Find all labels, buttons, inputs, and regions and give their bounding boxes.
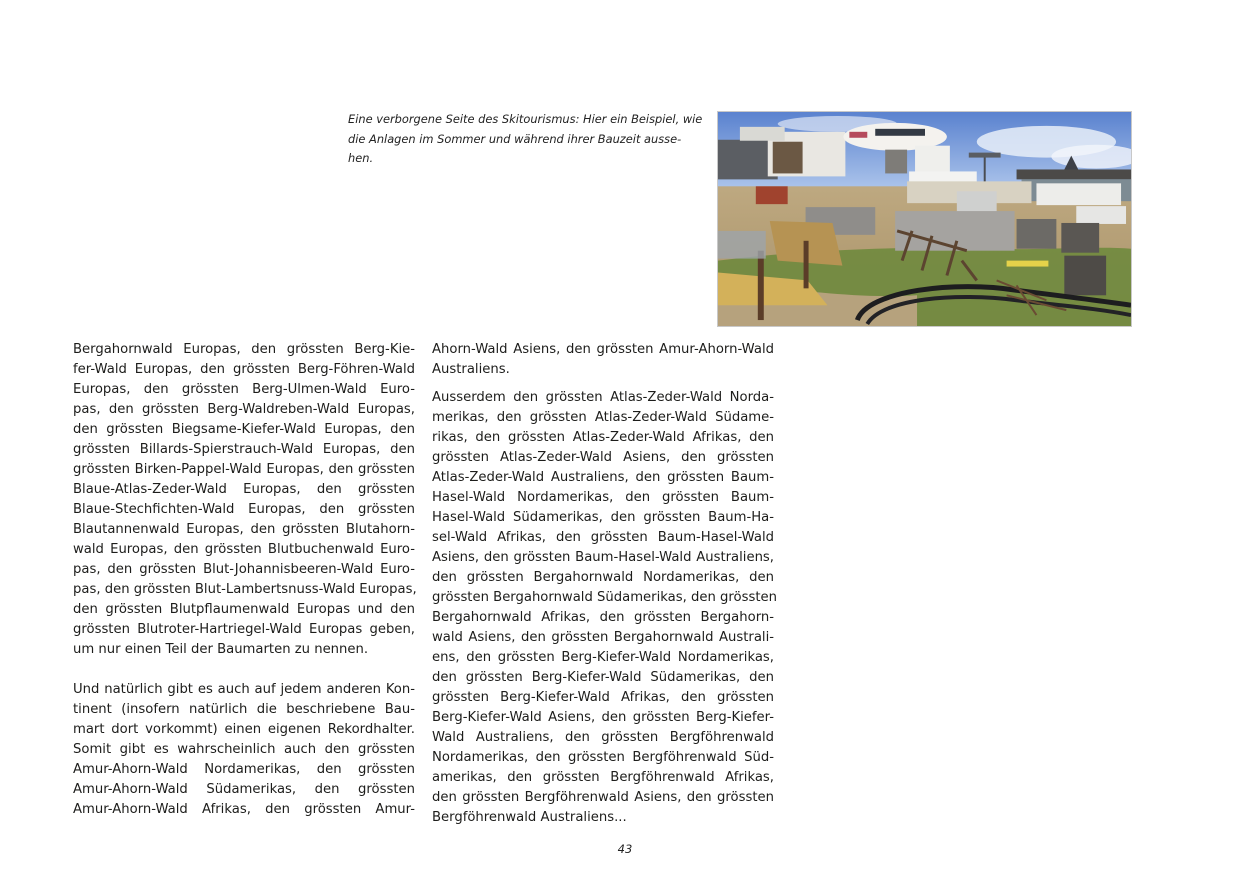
text-line: grössten Berg-Kiefer-Wald Afrikas, den grössten bbox=[432, 690, 774, 705]
text-line: Blautannenwald Europas, den grössten Blutahorn- bbox=[73, 522, 415, 537]
text-line: Und natürlich gibt es auch auf jedem anderen Kon- bbox=[73, 682, 415, 697]
text-line: grössten Blutroter-Hartriegel-Wald Europas geben, bbox=[73, 622, 415, 637]
text-column-left bbox=[73, 340, 415, 820]
photo-caption bbox=[348, 110, 703, 169]
text-line: rikas, den grössten Atlas-Zeder-Wald Afrikas, den bbox=[432, 430, 774, 445]
pallet-stack bbox=[1017, 219, 1057, 249]
lift-cabin bbox=[915, 146, 950, 174]
lift-pylon-head bbox=[969, 153, 1001, 158]
wood-post bbox=[758, 251, 764, 320]
text-line: wald Asiens, den grössten Bergahornwald Australi- bbox=[432, 630, 774, 645]
page-number: 43 bbox=[617, 842, 633, 856]
text-line: ens, den grössten Berg-Kiefer-Wald Nordamerikas, bbox=[432, 650, 774, 665]
construction-site-photo bbox=[717, 111, 1132, 327]
text-line: grössten Bergahornwald Südamerikas, den grössten bbox=[432, 590, 777, 605]
paragraph-gap bbox=[73, 660, 415, 680]
pallet-stack bbox=[1061, 223, 1099, 253]
text-line: grössten Billards-Spierstrauch-Wald Europas, den bbox=[73, 442, 415, 457]
debris bbox=[718, 231, 766, 259]
text-line: Bergföhrenwald Australiens... bbox=[432, 810, 627, 825]
building-door bbox=[773, 142, 803, 174]
lift-station-windows bbox=[875, 129, 925, 136]
text-line: Somit gibt es wahrscheinlich auch den grössten bbox=[73, 742, 415, 757]
text-line: um nur einen Teil der Baumarten zu nennen. bbox=[73, 642, 369, 657]
text-line: den grössten Biegsame-Kiefer-Wald Europas, den bbox=[73, 422, 415, 437]
text-line: wald Europas, den grössten Blutbuchenwald Euro- bbox=[73, 542, 415, 557]
truck bbox=[1076, 206, 1126, 224]
text-line: merikas, den grössten Atlas-Zeder-Wald Südame- bbox=[432, 410, 774, 425]
paragraph bbox=[432, 388, 777, 828]
paragraph bbox=[432, 340, 774, 380]
photo-illustration bbox=[718, 112, 1131, 326]
text-line: Amur-Ahorn-Wald Nordamerikas, den grössten bbox=[73, 762, 415, 777]
text-line: grössten Atlas-Zeder-Wald Asiens, den grössten bbox=[432, 450, 774, 465]
text-line: Europas, den grössten Berg-Ulmen-Wald Euro- bbox=[73, 382, 415, 397]
text-line: Bergahornwald Europas, den grössten Berg-Kie- bbox=[73, 342, 415, 357]
truck bbox=[957, 191, 997, 213]
paragraph bbox=[73, 340, 415, 660]
text-line: Berg-Kiefer-Wald Asiens, den grössten Berg-Kiefer- bbox=[432, 710, 774, 725]
text-line: sel-Wald Afrikas, den grössten Baum-Hasel-Wald bbox=[432, 530, 774, 545]
text-column-right bbox=[432, 340, 777, 828]
text-line: tinent (insofern natürlich die beschriebene Bau- bbox=[73, 702, 415, 717]
text-line: den grössten Berg-Kiefer-Wald Südamerikas, den bbox=[432, 670, 774, 685]
caption-line: hen. bbox=[348, 151, 374, 165]
text-line: Amur-Ahorn-Wald Südamerikas, den grössten bbox=[73, 782, 415, 797]
text-line: den grössten Blutpflaumenwald Europas und den bbox=[73, 602, 415, 617]
text-line: Ausserdem den grössten Atlas-Zeder-Wald Norda- bbox=[432, 390, 774, 405]
text-line: Atlas-Zeder-Wald Australiens, den grössten Baum- bbox=[432, 470, 774, 485]
text-line: mart dort vorkommt) einen eigenen Rekordhalter. bbox=[73, 722, 415, 737]
caption-line: die Anlagen im Sommer und während ihrer Bauzeit ausse- bbox=[348, 131, 682, 146]
text-line: amerikas, den grössten Bergföhrenwald Afrikas, bbox=[432, 770, 774, 785]
container bbox=[756, 186, 788, 204]
text-line: Wald Australiens, den grössten Bergföhrenwald bbox=[432, 730, 774, 745]
yellow-board bbox=[1007, 261, 1049, 267]
text-line: pas, den grössten Blut-Johannisbeeren-Wald Euro- bbox=[73, 562, 415, 577]
building bbox=[1036, 183, 1121, 205]
text-line: Blaue-Stechfichten-Wald Europas, den grössten bbox=[73, 502, 415, 517]
building-roof bbox=[740, 127, 785, 141]
text-line: Ahorn-Wald Asiens, den grössten Amur-Ahorn-Wald bbox=[432, 342, 774, 357]
wood-post bbox=[804, 241, 809, 289]
text-line: fer-Wald Europas, den grössten Berg-Föhren-Wald bbox=[73, 362, 415, 377]
lift-station-logo bbox=[849, 132, 867, 138]
text-line: Australiens. bbox=[432, 362, 510, 377]
text-line: grössten Birken-Pappel-Wald Europas, den grössten bbox=[73, 462, 415, 477]
building-roof bbox=[1017, 169, 1131, 179]
text-line: Nordamerikas, den grössten Bergföhrenwald Süd- bbox=[432, 750, 774, 765]
lift-pillar bbox=[885, 150, 907, 174]
text-line: den grössten Bergföhrenwald Asiens, den grössten bbox=[432, 790, 774, 805]
paragraph-gap bbox=[432, 380, 774, 388]
pallet-stack bbox=[1064, 256, 1106, 296]
text-line: Hasel-Wald Nordamerikas, den grössten Baum- bbox=[432, 490, 774, 505]
text-line: Blaue-Atlas-Zeder-Wald Europas, den grössten bbox=[73, 482, 415, 497]
text-line: Hasel-Wald Südamerikas, den grössten Baum-Ha- bbox=[432, 510, 774, 525]
text-line: Bergahornwald Afrikas, den grössten Bergahorn- bbox=[432, 610, 774, 625]
text-line: den grössten Bergahornwald Nordamerikas, den bbox=[432, 570, 774, 585]
paragraph bbox=[73, 680, 415, 820]
text-line: pas, den grössten Berg-Waldreben-Wald Europas, bbox=[73, 402, 415, 417]
text-line: Asiens, den grössten Baum-Hasel-Wald Australiens, bbox=[432, 550, 774, 565]
caption-line: Eine verborgene Seite des Skitourismus: Hier ein Beispiel, wie bbox=[348, 112, 703, 126]
text-line: Amur-Ahorn-Wald Afrikas, den grössten Amur- bbox=[73, 802, 415, 817]
text-line: pas, den grössten Blut-Lambertsnuss-Wald Europas, bbox=[73, 582, 417, 597]
